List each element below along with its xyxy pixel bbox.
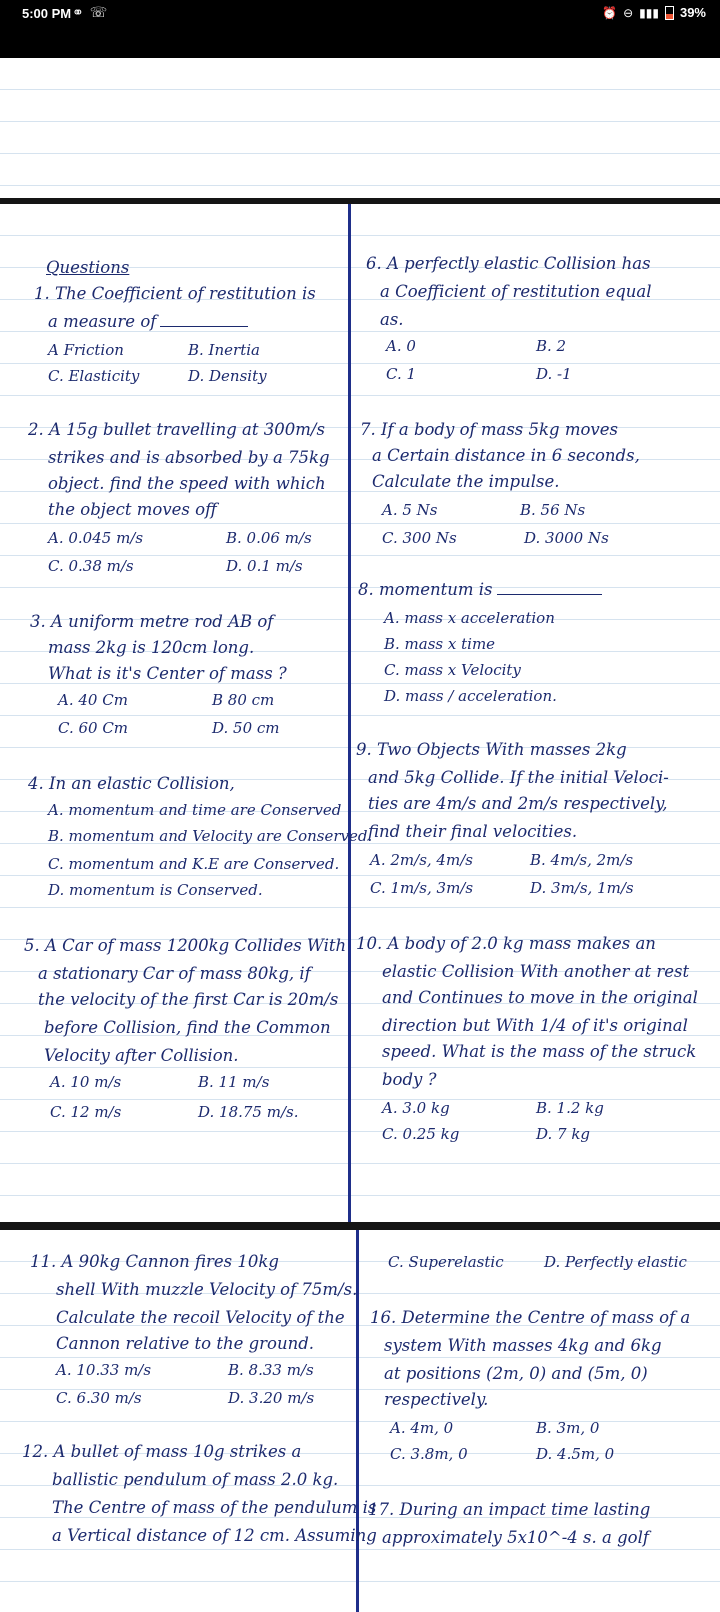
q10-line-6: body ?	[382, 1070, 437, 1089]
q16-line-3: at positions (2m, 0) and (5m, 0)	[384, 1364, 648, 1383]
q10-option-b: B. 1.2 kg	[536, 1099, 604, 1117]
q17-line-1: 17. During an impact time lasting	[368, 1500, 651, 1519]
q9-option-a: A. 2m/s, 4m/s	[370, 851, 473, 869]
q1-option-b: B. Inertia	[188, 341, 260, 359]
q16-option-c: C. 3.8m, 0	[390, 1445, 468, 1463]
q8-option-d: D. mass / acceleration.	[384, 687, 557, 705]
q10-option-d: D. 7 kg	[536, 1125, 591, 1143]
q11-line-4: Cannon relative to the ground.	[56, 1334, 315, 1353]
q3-option-a: A. 40 Cm	[58, 691, 128, 709]
q1-line-1: 1. The Coefficient of restitution is	[34, 284, 316, 303]
q9-option-b: B. 4m/s, 2m/s	[530, 851, 634, 869]
q6-option-b: B. 2	[536, 337, 567, 355]
rings-icon: ⚭	[72, 4, 84, 20]
battery-percent: 39%	[679, 5, 706, 20]
q16-option-d: D. 4.5m, 0	[536, 1445, 615, 1463]
q4-option-d: D. momentum is Conserved.	[48, 881, 263, 899]
q7-option-c: C. 300 Ns	[382, 529, 457, 547]
q2-line-1: 2. A 15g bullet travelling at 300m/s	[28, 420, 325, 439]
q16-line-1: 16. Determine the Centre of mass of a	[370, 1308, 691, 1327]
q16-line-2: system With masses 4kg and 6kg	[384, 1336, 662, 1355]
q1-option-a: A Friction	[48, 341, 124, 359]
q11-option-b: B. 8.33 m/s	[228, 1361, 314, 1379]
q6-line-2: a Coefficient of restitution equal	[380, 282, 652, 301]
q8-line-1: 8. momentum is	[358, 580, 602, 600]
alarm-icon: ⏰	[602, 5, 618, 20]
q17-line-2: approximately 5x10^-4 s. a golf	[382, 1528, 649, 1547]
q3-option-d: D. 50 cm	[212, 719, 280, 737]
q2-option-b: B. 0.06 m/s	[226, 529, 312, 547]
q2-option-a: A. 0.045 m/s	[48, 529, 144, 547]
q12-line-2: ballistic pendulum of mass 2.0 kg.	[52, 1470, 339, 1489]
q6-option-a: A. 0	[386, 337, 416, 355]
q15-option-d: D. Perfectly elastic	[544, 1253, 687, 1271]
q2-option-d: D. 0.1 m/s	[226, 557, 303, 575]
q16-option-b: B. 3m, 0	[536, 1419, 600, 1437]
q5-line-4: before Collision, find the Common	[44, 1018, 331, 1037]
q7-option-d: D. 3000 Ns	[524, 529, 609, 547]
q10-line-1: 10. A body of 2.0 kg mass makes an	[356, 934, 656, 953]
signal-icon: ▮▮▮	[639, 5, 659, 20]
q16-option-a: A. 4m, 0	[390, 1419, 454, 1437]
status-time: 5:00 PM	[22, 6, 72, 21]
q7-line-2: a Certain distance in 6 seconds,	[372, 446, 640, 465]
q1-line-2: a measure of	[48, 312, 248, 332]
q5-line-3: the velocity of the first Car is 20m/s	[38, 990, 339, 1009]
q9-line-2: and 5kg Collide. If the initial Veloci-	[368, 768, 669, 787]
q11-option-d: D. 3.20 m/s	[228, 1389, 315, 1407]
q1-option-d: D. Density	[188, 367, 267, 385]
q5-option-a: A. 10 m/s	[50, 1073, 122, 1091]
q8-option-c: C. mass x Velocity	[384, 661, 521, 679]
q6-option-c: C. 1	[386, 365, 417, 383]
q9-line-3: ties are 4m/s and 2m/s respectively,	[368, 794, 668, 813]
q12-line-4: a Vertical distance of 12 cm. Assuming	[52, 1526, 377, 1545]
q11-line-2: shell With muzzle Velocity of 75m/s.	[56, 1280, 358, 1299]
q11-option-c: C. 6.30 m/s	[56, 1389, 142, 1407]
q10-line-3: and Continues to move in the original	[382, 988, 698, 1007]
q3-option-b: B 80 cm	[212, 691, 275, 709]
q1-option-c: C. Elasticity	[48, 367, 140, 385]
q8-option-b: B. mass x time	[384, 635, 496, 653]
q12-line-1: 12. A bullet of mass 10g strikes a	[22, 1442, 302, 1461]
q3-option-c: C. 60 Cm	[58, 719, 129, 737]
q10-option-a: A. 3.0 kg	[382, 1099, 450, 1117]
q4-option-b: B. momentum and Velocity are Conserved.	[48, 827, 373, 845]
q6-line-3: as.	[380, 310, 404, 329]
q11-line-3: Calculate the recoil Velocity of the	[56, 1308, 345, 1327]
notebook-page-main	[0, 204, 720, 1222]
q2-line-2: strikes and is absorbed by a 75kg	[48, 448, 330, 467]
q7-option-a: A. 5 Ns	[382, 501, 438, 519]
q7-option-b: B. 56 Ns	[520, 501, 586, 519]
q4-option-c: C. momentum and K.E are Conserved.	[48, 855, 340, 873]
q10-line-2: elastic Collision With another at rest	[382, 962, 690, 981]
q16-line-4: respectively.	[384, 1390, 489, 1409]
q5-line-2: a stationary Car of mass 80kg, if	[38, 964, 311, 983]
q4-line-1: 4. In an elastic Collision,	[28, 774, 235, 793]
q3-line-1: 3. A uniform metre rod AB of	[30, 612, 274, 631]
q4-option-a: A. momentum and time are Conserved	[48, 801, 342, 819]
q10-option-c: C. 0.25 kg	[382, 1125, 460, 1143]
q2-line-4: the object moves off	[48, 500, 217, 519]
status-bar	[0, 0, 720, 58]
q8-option-a: A. mass x acceleration	[384, 609, 555, 627]
notebook-page-bottom	[0, 1230, 720, 1612]
q12-line-3: The Centre of mass of the pendulum is	[52, 1498, 377, 1517]
q3-line-3: What is it's Center of mass ?	[48, 664, 287, 683]
notebook-page-top	[0, 58, 720, 198]
q7-line-1: 7. If a body of mass 5kg moves	[360, 420, 618, 439]
q10-line-5: speed. What is the mass of the struck	[382, 1042, 697, 1061]
q5-option-d: D. 18.75 m/s.	[198, 1103, 299, 1121]
minus-circle-icon: ⊖	[623, 5, 634, 20]
q11-line-1: 11. A 90kg Cannon fires 10kg	[30, 1252, 279, 1271]
q10-line-4: direction but With 1/4 of it's original	[382, 1016, 688, 1035]
q7-line-3: Calculate the impulse.	[372, 472, 560, 491]
q5-option-b: B. 11 m/s	[198, 1073, 270, 1091]
questions-heading: Questions	[46, 258, 130, 277]
status-right-icons	[602, 5, 706, 20]
q5-line-5: Velocity after Collision.	[44, 1046, 239, 1065]
q6-option-d: D. -1	[536, 365, 572, 383]
q6-line-1: 6. A perfectly elastic Collision has	[366, 254, 651, 273]
status-left-icons	[72, 4, 107, 21]
q5-line-1: 5. A Car of mass 1200kg Collides With	[24, 936, 347, 955]
q9-option-c: C. 1m/s, 3m/s	[370, 879, 474, 897]
q11-option-a: A. 10.33 m/s	[56, 1361, 152, 1379]
q2-line-3: object. find the speed with which	[48, 474, 326, 493]
q15-option-c: C. Superelastic	[388, 1253, 504, 1271]
page-separator-2	[0, 1222, 720, 1230]
q3-line-2: mass 2kg is 120cm long.	[48, 638, 255, 657]
q2-option-c: C. 0.38 m/s	[48, 557, 134, 575]
q9-option-d: D. 3m/s, 1m/s	[530, 879, 634, 897]
q9-line-1: 9. Two Objects With masses 2kg	[356, 740, 627, 759]
q9-line-4: find their final velocities.	[368, 822, 578, 841]
column-divider	[348, 204, 351, 1222]
q5-option-c: C. 12 m/s	[50, 1103, 122, 1121]
battery-icon	[665, 6, 674, 20]
whatsapp-icon: ☏	[89, 4, 108, 20]
